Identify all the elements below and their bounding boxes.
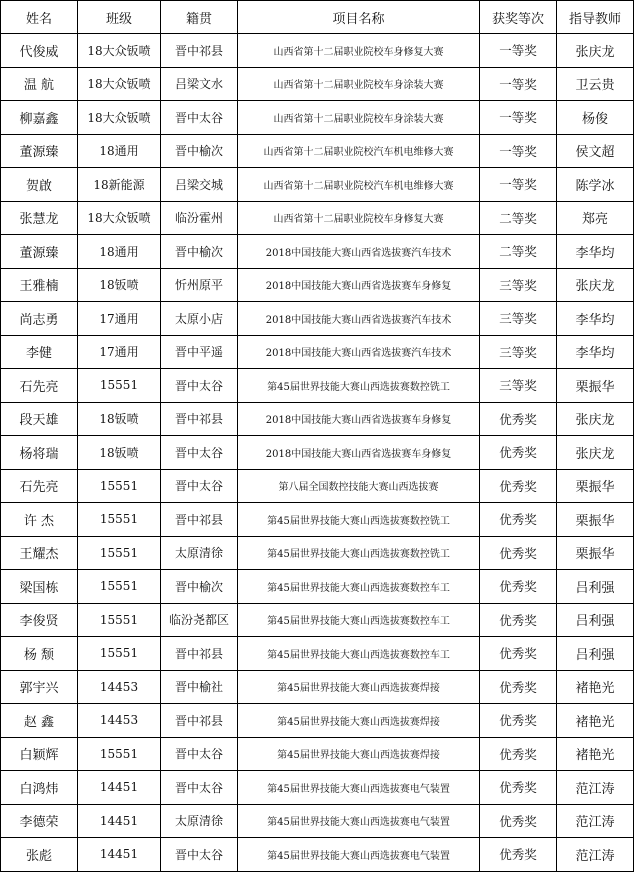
cell-award: 一等奖 <box>480 34 557 68</box>
cell-origin: 晋中榆社 <box>161 670 238 704</box>
cell-name: 李德荣 <box>1 804 78 838</box>
cell-teacher: 范江涛 <box>557 838 634 872</box>
table-row <box>1 67 634 101</box>
cell-project: 第45届世界技能大赛山西选拔赛数控车工 <box>238 637 480 671</box>
cell-project: 山西省第十二届职业院校汽车机电维修大赛 <box>238 168 480 202</box>
cell-project: 山西省第十二届职业院校车身修复大赛 <box>238 201 480 235</box>
cell-origin: 晋中祁县 <box>161 503 238 537</box>
cell-award: 优秀奖 <box>480 469 557 503</box>
cell-project: 2018中国技能大赛山西省选拔赛汽车技术 <box>238 302 480 336</box>
cell-award: 优秀奖 <box>480 637 557 671</box>
table-row <box>1 469 634 503</box>
cell-project: 第45届世界技能大赛山西选拔赛数控铣工 <box>238 536 480 570</box>
cell-class: 17通用 <box>78 302 161 336</box>
header-award: 获奖等次 <box>480 1 557 34</box>
table-row <box>1 603 634 637</box>
cell-class: 14451 <box>78 838 161 872</box>
cell-project: 第45届世界技能大赛山西选拔赛电气装置 <box>238 804 480 838</box>
cell-name: 梁国栋 <box>1 570 78 604</box>
cell-class: 18通用 <box>78 235 161 269</box>
cell-class: 18大众钣喷 <box>78 34 161 68</box>
cell-project: 山西省第十二届职业院校车身涂装大赛 <box>238 101 480 135</box>
cell-teacher: 郑亮 <box>557 201 634 235</box>
cell-origin: 晋中祁县 <box>161 34 238 68</box>
cell-award: 三等奖 <box>480 268 557 302</box>
cell-teacher: 栗振华 <box>557 369 634 403</box>
table-row <box>1 804 634 838</box>
header-teacher: 指导教师 <box>557 1 634 34</box>
cell-origin: 临汾霍州 <box>161 201 238 235</box>
table-row <box>1 369 634 403</box>
cell-class: 14451 <box>78 771 161 805</box>
header-class: 班级 <box>78 1 161 34</box>
cell-name: 温 航 <box>1 67 78 101</box>
cell-award: 优秀奖 <box>480 603 557 637</box>
cell-name: 杨 颓 <box>1 637 78 671</box>
table-row <box>1 737 634 771</box>
cell-class: 15551 <box>78 469 161 503</box>
table-row <box>1 436 634 470</box>
cell-name: 张慧龙 <box>1 201 78 235</box>
cell-origin: 晋中太谷 <box>161 737 238 771</box>
cell-project: 山西省第十二届职业院校汽车机电维修大赛 <box>238 134 480 168</box>
cell-name: 王耀杰 <box>1 536 78 570</box>
cell-teacher: 吕利强 <box>557 570 634 604</box>
cell-origin: 晋中祁县 <box>161 637 238 671</box>
cell-teacher: 张庆龙 <box>557 268 634 302</box>
cell-class: 14453 <box>78 704 161 738</box>
cell-award: 三等奖 <box>480 369 557 403</box>
cell-class: 14453 <box>78 670 161 704</box>
cell-class: 18大众钣喷 <box>78 67 161 101</box>
cell-project: 2018中国技能大赛山西省选拔赛汽车技术 <box>238 335 480 369</box>
cell-teacher: 吕利强 <box>557 637 634 671</box>
cell-project: 2018中国技能大赛山西省选拔赛车身修复 <box>238 268 480 302</box>
table-row <box>1 402 634 436</box>
cell-origin: 太原清徐 <box>161 536 238 570</box>
cell-origin: 太原小店 <box>161 302 238 336</box>
cell-project: 第45届世界技能大赛山西选拔赛电气装置 <box>238 838 480 872</box>
cell-teacher: 侯文超 <box>557 134 634 168</box>
table-row <box>1 168 634 202</box>
cell-origin: 临汾尧都区 <box>161 603 238 637</box>
cell-origin: 晋中太谷 <box>161 469 238 503</box>
cell-origin: 吕梁文水 <box>161 67 238 101</box>
cell-teacher: 陈学冰 <box>557 168 634 202</box>
cell-name: 王雅楠 <box>1 268 78 302</box>
cell-project: 第45届世界技能大赛山西选拔赛焊接 <box>238 704 480 738</box>
cell-award: 优秀奖 <box>480 570 557 604</box>
cell-project: 山西省第十二届职业院校车身修复大赛 <box>238 34 480 68</box>
cell-project: 2018中国技能大赛山西省选拔赛车身修复 <box>238 402 480 436</box>
cell-award: 优秀奖 <box>480 536 557 570</box>
cell-name: 段天雄 <box>1 402 78 436</box>
cell-name: 张彪 <box>1 838 78 872</box>
table-row <box>1 570 634 604</box>
table-row <box>1 134 634 168</box>
cell-award: 优秀奖 <box>480 838 557 872</box>
cell-origin: 晋中榆次 <box>161 134 238 168</box>
cell-name: 郭宇兴 <box>1 670 78 704</box>
cell-award: 优秀奖 <box>480 771 557 805</box>
table-row <box>1 335 634 369</box>
table-row <box>1 503 634 537</box>
table-row <box>1 101 634 135</box>
cell-class: 18通用 <box>78 134 161 168</box>
cell-name: 白颖辉 <box>1 737 78 771</box>
cell-teacher: 李华均 <box>557 235 634 269</box>
table-row <box>1 34 634 68</box>
cell-teacher: 范江涛 <box>557 804 634 838</box>
cell-teacher: 张庆龙 <box>557 34 634 68</box>
cell-class: 18大众钣喷 <box>78 201 161 235</box>
cell-name: 李俊贤 <box>1 603 78 637</box>
header-project: 项目名称 <box>238 1 480 34</box>
cell-class: 18钣喷 <box>78 268 161 302</box>
table-row <box>1 838 634 872</box>
cell-project: 2018中国技能大赛山西省选拔赛车身修复 <box>238 436 480 470</box>
cell-name: 代俊威 <box>1 34 78 68</box>
cell-project: 第45届世界技能大赛山西选拔赛电气装置 <box>238 771 480 805</box>
cell-name: 杨将瑞 <box>1 436 78 470</box>
cell-award: 三等奖 <box>480 302 557 336</box>
cell-origin: 太原清徐 <box>161 804 238 838</box>
cell-teacher: 李华均 <box>557 302 634 336</box>
cell-class: 15551 <box>78 369 161 403</box>
cell-origin: 晋中平遥 <box>161 335 238 369</box>
cell-name: 董源臻 <box>1 235 78 269</box>
cell-origin: 晋中太谷 <box>161 101 238 135</box>
cell-class: 14451 <box>78 804 161 838</box>
cell-teacher: 卫云贵 <box>557 67 634 101</box>
cell-award: 优秀奖 <box>480 804 557 838</box>
cell-class: 18钣喷 <box>78 402 161 436</box>
cell-teacher: 张庆龙 <box>557 436 634 470</box>
cell-teacher: 栗振华 <box>557 469 634 503</box>
header-row <box>1 1 634 34</box>
cell-project: 第45届世界技能大赛山西选拔赛数控车工 <box>238 603 480 637</box>
cell-name: 尚志勇 <box>1 302 78 336</box>
cell-teacher: 范江涛 <box>557 771 634 805</box>
cell-award: 优秀奖 <box>480 670 557 704</box>
cell-project: 2018中国技能大赛山西省选拔赛汽车技术 <box>238 235 480 269</box>
cell-class: 18钣喷 <box>78 436 161 470</box>
cell-project: 第45届世界技能大赛山西选拔赛数控车工 <box>238 570 480 604</box>
cell-origin: 晋中太谷 <box>161 771 238 805</box>
cell-name: 董源臻 <box>1 134 78 168</box>
cell-project: 山西省第十二届职业院校车身涂装大赛 <box>238 67 480 101</box>
header-name: 姓名 <box>1 1 78 34</box>
cell-origin: 晋中祁县 <box>161 704 238 738</box>
table-body <box>1 34 634 872</box>
cell-teacher: 张庆龙 <box>557 402 634 436</box>
cell-award: 优秀奖 <box>480 402 557 436</box>
cell-project: 第45届世界技能大赛山西选拔赛数控铣工 <box>238 503 480 537</box>
cell-teacher: 吕利强 <box>557 603 634 637</box>
cell-name: 柳嘉鑫 <box>1 101 78 135</box>
cell-award: 优秀奖 <box>480 436 557 470</box>
cell-class: 15551 <box>78 570 161 604</box>
table-row <box>1 268 634 302</box>
cell-class: 18新能源 <box>78 168 161 202</box>
cell-project: 第45届世界技能大赛山西选拔赛数控铣工 <box>238 369 480 403</box>
cell-origin: 忻州原平 <box>161 268 238 302</box>
table-row <box>1 670 634 704</box>
cell-origin: 晋中祁县 <box>161 402 238 436</box>
cell-class: 15551 <box>78 637 161 671</box>
cell-teacher: 褚艳光 <box>557 704 634 738</box>
cell-award: 一等奖 <box>480 67 557 101</box>
cell-teacher: 杨俊 <box>557 101 634 135</box>
cell-award: 优秀奖 <box>480 503 557 537</box>
cell-name: 白鸿炜 <box>1 771 78 805</box>
cell-origin: 晋中榆次 <box>161 570 238 604</box>
cell-name: 贺啟 <box>1 168 78 202</box>
cell-teacher: 褚艳光 <box>557 737 634 771</box>
cell-name: 李健 <box>1 335 78 369</box>
cell-award: 一等奖 <box>480 134 557 168</box>
cell-award: 优秀奖 <box>480 737 557 771</box>
cell-award: 一等奖 <box>480 101 557 135</box>
cell-name: 石先亮 <box>1 469 78 503</box>
cell-class: 15551 <box>78 503 161 537</box>
cell-award: 二等奖 <box>480 235 557 269</box>
cell-class: 18大众钣喷 <box>78 101 161 135</box>
cell-project: 第八届全国数控技能大赛山西选拔赛 <box>238 469 480 503</box>
cell-name: 许 杰 <box>1 503 78 537</box>
cell-teacher: 栗振华 <box>557 503 634 537</box>
cell-origin: 晋中太谷 <box>161 436 238 470</box>
cell-award: 优秀奖 <box>480 704 557 738</box>
cell-teacher: 李华均 <box>557 335 634 369</box>
cell-class: 17通用 <box>78 335 161 369</box>
cell-origin: 晋中榆次 <box>161 235 238 269</box>
cell-award: 一等奖 <box>480 168 557 202</box>
cell-origin: 晋中太谷 <box>161 838 238 872</box>
cell-name: 石先亮 <box>1 369 78 403</box>
table-row <box>1 704 634 738</box>
cell-teacher: 栗振华 <box>557 536 634 570</box>
table-row <box>1 637 634 671</box>
header-origin: 籍贯 <box>161 1 238 34</box>
table-row <box>1 771 634 805</box>
cell-class: 15551 <box>78 737 161 771</box>
table-row <box>1 201 634 235</box>
cell-name: 赵 鑫 <box>1 704 78 738</box>
table-row <box>1 302 634 336</box>
cell-project: 第45届世界技能大赛山西选拔赛焊接 <box>238 670 480 704</box>
cell-teacher: 褚艳光 <box>557 670 634 704</box>
cell-origin: 吕梁交城 <box>161 168 238 202</box>
cell-class: 15551 <box>78 603 161 637</box>
cell-class: 15551 <box>78 536 161 570</box>
table-row <box>1 536 634 570</box>
table-row <box>1 235 634 269</box>
cell-award: 三等奖 <box>480 335 557 369</box>
cell-award: 二等奖 <box>480 201 557 235</box>
cell-origin: 晋中太谷 <box>161 369 238 403</box>
cell-project: 第45届世界技能大赛山西选拔赛焊接 <box>238 737 480 771</box>
